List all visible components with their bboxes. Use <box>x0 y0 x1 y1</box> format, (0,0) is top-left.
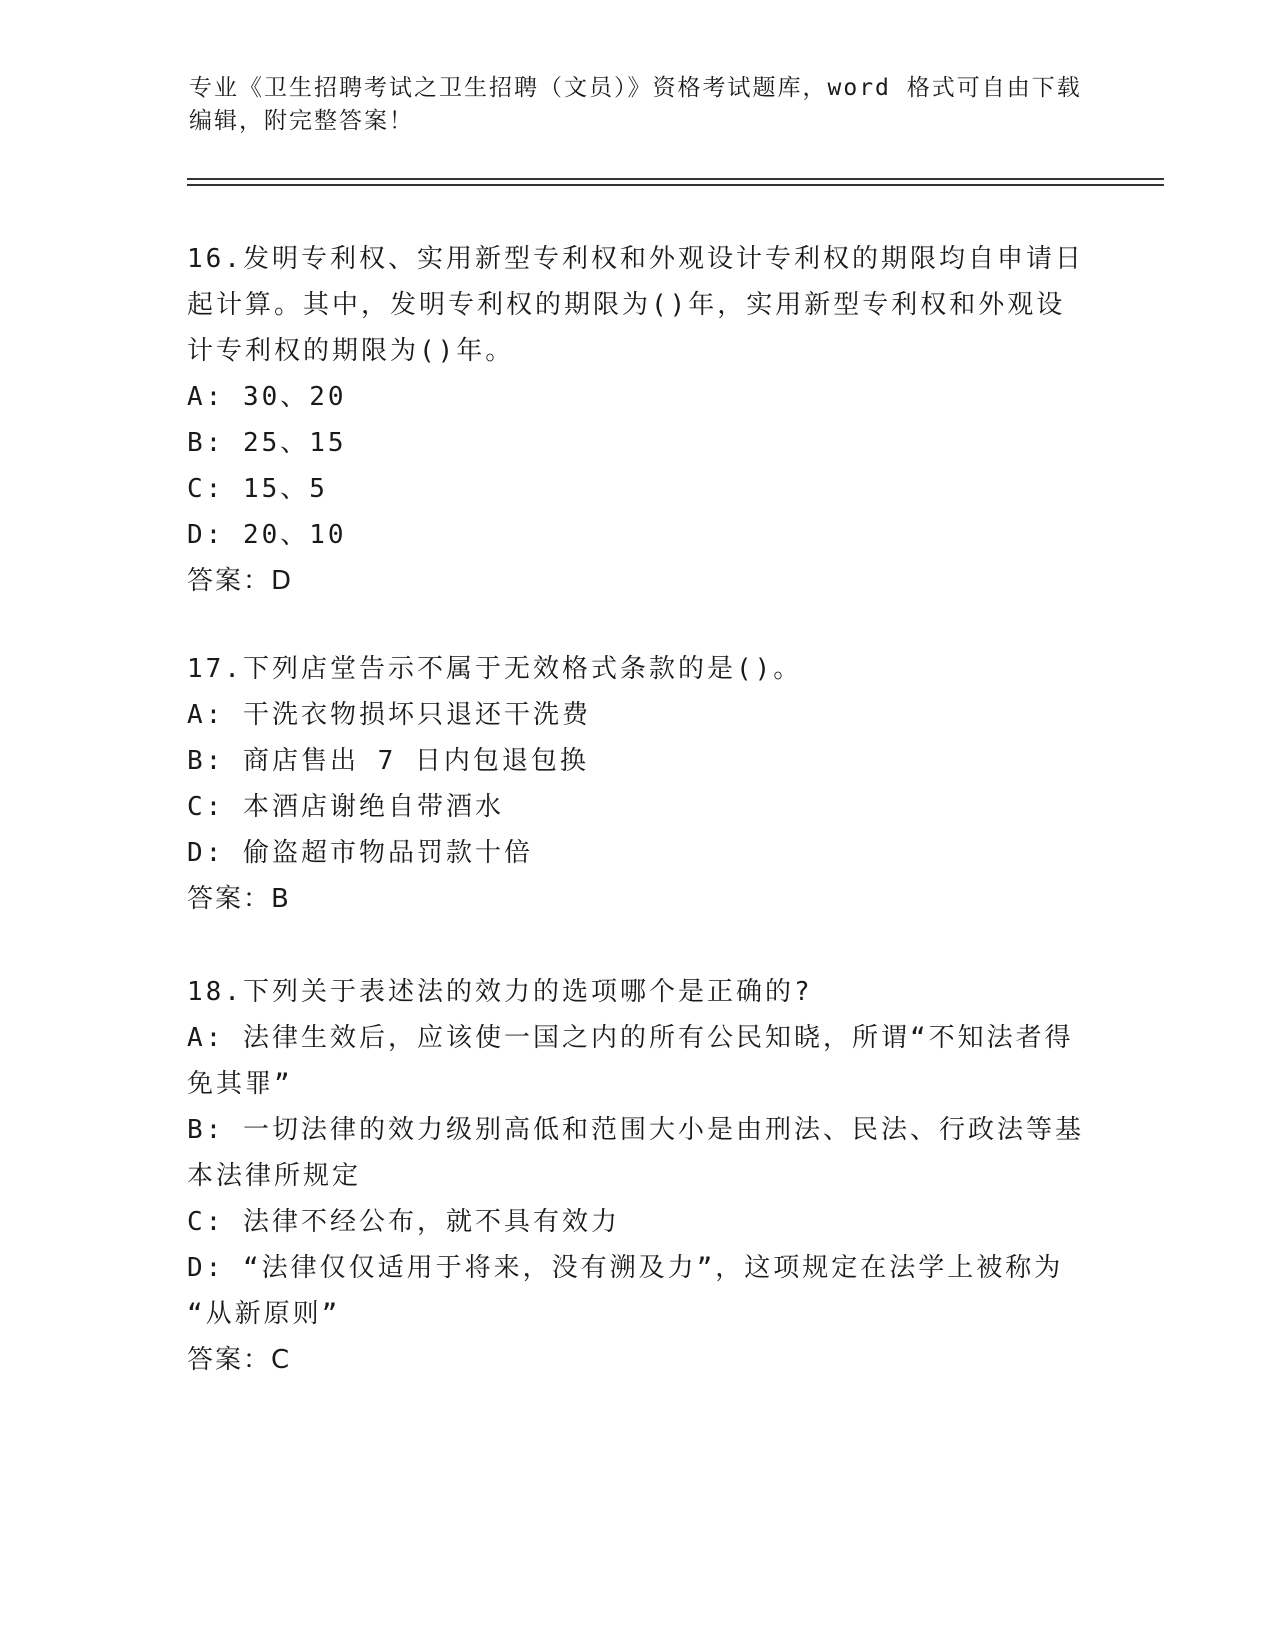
question-16 <box>187 236 1087 604</box>
option-d: D: “法律仅仅适用于将来，没有溯及力”，这项规定在法学上被称为 <box>187 1253 1064 1283</box>
question-17 <box>187 646 1087 922</box>
header-divider <box>187 184 1164 186</box>
question-stem: 17.下列店堂告示不属于无效格式条款的是()。 <box>187 654 803 684</box>
option-b: B: 25、15 <box>187 428 347 458</box>
header-divider <box>187 178 1164 180</box>
question-stem: 起计算。其中，发明专利权的期限为()年，实用新型专利权和外观设 <box>187 290 1066 320</box>
header-line: 编辑，附完整答案！ <box>189 108 414 134</box>
option-c: C: 15、5 <box>187 474 328 504</box>
question-stem: 18.下列关于表述法的效力的选项哪个是正确的? <box>187 977 813 1007</box>
header-line: 专业《卫生招聘考试之卫生招聘（文员）》资格考试题库，word 格式可自由下载 <box>189 75 1082 101</box>
answer-label: 答案：D <box>187 566 294 596</box>
option-b: B: 商店售出 7 日内包退包换 <box>187 746 589 776</box>
option-a: A: 干洗衣物损坏只退还干洗费 <box>187 700 591 730</box>
option-b-continued: 本法律所规定 <box>187 1161 362 1191</box>
option-d: D: 20、10 <box>187 520 347 550</box>
option-d: D: 偷盗超市物品罚款十倍 <box>187 838 533 868</box>
option-c: C: 法律不经公布，就不具有效力 <box>187 1207 620 1237</box>
option-c: C: 本酒店谢绝自带酒水 <box>187 792 504 822</box>
answer-label: 答案：B <box>187 884 291 914</box>
option-b: B: 一切法律的效力级别高低和范围大小是由刑法、民法、行政法等基 <box>187 1115 1084 1145</box>
question-stem: 16.发明专利权、实用新型专利权和外观设计专利权的期限均自申请日 <box>187 244 1084 274</box>
option-d-continued: “从新原则” <box>187 1299 341 1329</box>
option-a: A: 30、20 <box>187 382 347 412</box>
answer-label: 答案：C <box>187 1345 292 1375</box>
question-18 <box>187 969 1087 1383</box>
option-a: A: 法律生效后，应该使一国之内的所有公民知晓，所谓“不知法者得 <box>187 1023 1074 1053</box>
option-a-continued: 免其罪” <box>187 1069 293 1099</box>
question-stem: 计专利权的期限为()年。 <box>187 336 515 366</box>
document-header <box>189 72 1089 138</box>
